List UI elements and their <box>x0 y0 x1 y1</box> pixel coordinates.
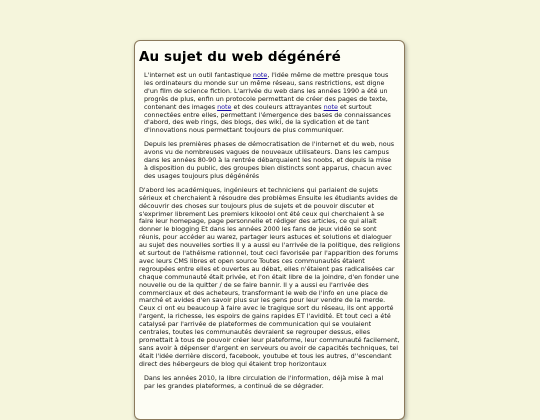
paragraph-1-text-d: et surtout connectées entre elles, permettant l'émergence des bases de connaissances d'abord, des web rings, des blogs, des wiki, de la sydication et de tant d'innovations nous permettant toujours de plus communiquer. <box>144 102 391 135</box>
note-link-3[interactable]: note <box>323 102 338 111</box>
article-paragraph-3: D'abord les académiques, ingénieurs et techniciens qui parlaient de sujets sérieux et cherchaient à résoudre des problèmes Ensuite les étudiants avides de découvrir des choses sur toujours plus de sujets et de pouvoir discuter et s'exprimer librement Les premiers kikoolol ont été ceux qui cherchaient à se faire leur homepage, page personnelle et rédiger des articles, ce qui allait donner le blogging Et dans les années 2000 les fans de jeux vidéo se sont réunis, pour accéder au warez, partager leurs astuces et solutions et dialoguer au sujet des nouvelles sorties Il y a aussi eu l'arrivée de la politique, des religions et surtout de l'athéisme rationnel, tout ceci favorisée par l'apparition des forums avec leurs CMS libres et open source Toutes ces communautés étaient regroupées entre elles et ouvertes au débat, elles n'étaient pas radicalisées car chaque communauté était privée, et l'on était libre de la joindre, d'en fonder une nouvelle ou de la quitter / de se faire bannir. Il y a aussi eu l'arrivée des commerciaux et des acheteurs, transformant le web de l'info en une place de marché et avides d'en savoir plus sur les gens pour leur vendre de la merde. Ceux ci ont eu beaucoup à faire avec le tragique sort du réseau, ils ont apporté l'argent, la richesse, les espoirs de gains rapides ET l'avidité. Et tout ceci a été catalysé par l'arrivée de plateformes de communication qui se voulaient centrales, toutes les communautés devraient se regrouper dessus, elles promettait à tous de pouvoir créer leur plateforme, leur communauté facilement, sans avoir à dépenser d'argent en serveurs ou avoir de capacités techniques, tel était l'idée derrière discord, facebook, youtube et tous les autres, d''escendant direct des hébergeurs de blog qui étaient trop horizontaux <box>139 185 401 368</box>
article-paragraph-4: Dans les années 2010, la libre circulation de l'information, déjà mise à mal par les grandes plateformes, a continué de se dégrader. <box>144 373 384 390</box>
paragraph-1-text-b: , l'idée même de mettre presque tous les ordinateurs du monde sur un même réseau, sans restrictions, est digne d'un film de science fiction. L'arrivée du web dans les années 1990 a été un progrès de plus, enfin un protocole permettant de créer des pages de texte, contenant des images <box>144 71 389 111</box>
article-paragraph-1 <box>139 72 400 135</box>
paragraph-1-text-a: L'internet est un outil fantastique <box>144 71 253 79</box>
note-link-1[interactable]: note <box>252 71 268 79</box>
paragraph-1-text-c: et des couleurs attrayantes <box>231 102 324 111</box>
article-card <box>134 40 405 420</box>
note-link-2[interactable]: note <box>217 102 232 111</box>
article-title: Au sujet du web dégénéré <box>139 49 341 65</box>
article-paragraph-2: Depuis les premières phases de démocratisation de l'internet et du web, nous avons vu de nombreuses vagues de nouveaux utilisateurs. Dans les campus dans les années 80-90 à la rentrée débarquaient les noobs, et depuis la mise à disposition du public, des groupes bien distincts sont apparus, chacun avec des usages toujours plus dégénérés <box>144 140 395 180</box>
